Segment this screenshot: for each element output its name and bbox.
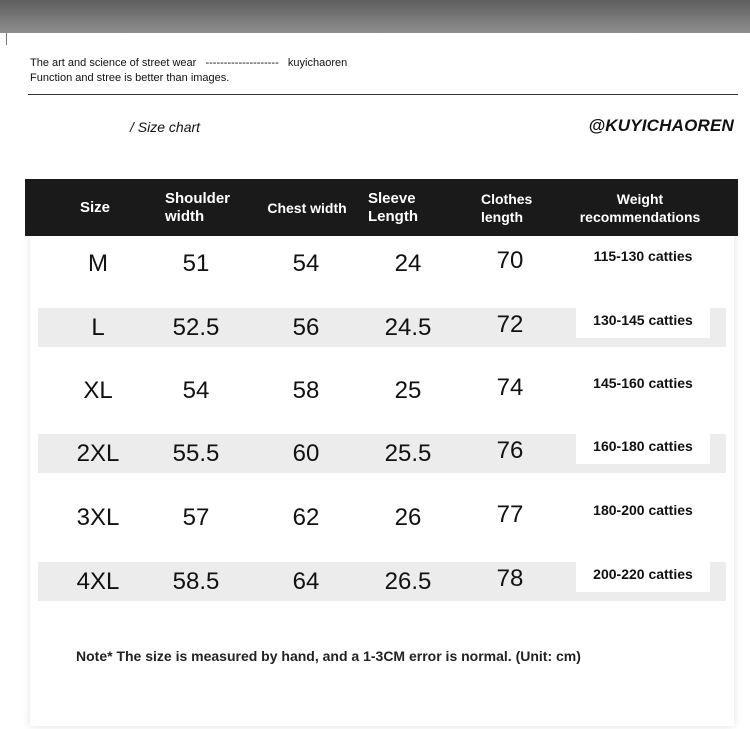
cell-sleeve: 26 xyxy=(394,503,422,531)
table-row xyxy=(38,434,726,473)
cell-weight: 115-130 catties xyxy=(576,238,710,274)
cell-weight: 160-180 catties xyxy=(576,428,710,464)
measurement-note: Note* The size is measured by hand, and a 1-3CM error is normal. (Unit: cm) xyxy=(76,648,581,664)
cell-chest: 54 xyxy=(292,249,320,277)
cell-length: 70 xyxy=(496,246,524,274)
cell-length: 72 xyxy=(496,310,524,338)
cell-chest: 64 xyxy=(292,567,320,595)
header-size: Size xyxy=(79,198,110,216)
cell-sleeve: 25 xyxy=(394,376,422,404)
cell-sleeve: 25.5 xyxy=(384,439,432,467)
cell-chest: 60 xyxy=(292,439,320,467)
size-chart-title: / Size chart xyxy=(130,119,201,135)
cell-weight: 130-145 catties xyxy=(576,302,710,338)
cell-shoulder: 52.5 xyxy=(172,313,220,341)
cell-size: 2XL xyxy=(76,439,120,467)
cell-size: M xyxy=(88,249,108,277)
cell-shoulder: 58.5 xyxy=(172,567,220,595)
cell-shoulder: 55.5 xyxy=(172,439,220,467)
cell-chest: 56 xyxy=(292,313,320,341)
table-row xyxy=(38,371,726,410)
brand-logo-text: @KUYICHAOREN xyxy=(588,116,734,135)
cell-size: 3XL xyxy=(76,503,120,531)
cell-length: 78 xyxy=(496,564,524,592)
cell-shoulder: 51 xyxy=(182,249,210,277)
cell-weight: 200-220 catties xyxy=(576,556,710,592)
cell-size: XL xyxy=(83,376,113,404)
cell-size: L xyxy=(91,313,105,341)
header-weight-recommendations: Weight recommendations xyxy=(579,190,701,225)
cell-weight: 180-200 catties xyxy=(576,492,710,528)
tagline-left: The art and science of street wear xyxy=(30,57,197,69)
header-chest-width: Chest width xyxy=(267,199,347,216)
header-divider xyxy=(28,94,738,95)
cell-chest: 62 xyxy=(292,503,320,531)
tagline-brand: kuyichaoren xyxy=(287,57,348,69)
cell-length: 74 xyxy=(496,373,524,401)
cell-chest: 58 xyxy=(292,376,320,404)
edge-mark xyxy=(6,33,7,45)
top-photo-strip xyxy=(0,0,750,33)
cell-length: 76 xyxy=(496,436,524,464)
header-sleeve-length: Sleeve Length xyxy=(368,189,418,225)
tagline-dashes: -------------------- xyxy=(205,57,279,69)
subtagline: Function and stree is better than images. xyxy=(30,72,230,84)
table-row xyxy=(38,244,726,283)
header-shoulder-width: Shoulder width xyxy=(165,189,231,225)
tagline xyxy=(30,57,347,69)
table-row xyxy=(38,498,726,537)
table-row xyxy=(38,562,726,601)
cell-length: 77 xyxy=(496,500,524,528)
table-header xyxy=(25,179,738,236)
cell-sleeve: 24.5 xyxy=(384,313,432,341)
cell-shoulder: 57 xyxy=(182,503,210,531)
header-clothes-length: Clothes length xyxy=(481,190,533,225)
cell-shoulder: 54 xyxy=(182,376,210,404)
cell-sleeve: 26.5 xyxy=(384,567,432,595)
cell-size: 4XL xyxy=(76,567,120,595)
table-row xyxy=(38,308,726,347)
cell-weight: 145-160 catties xyxy=(576,365,710,401)
cell-sleeve: 24 xyxy=(394,249,422,277)
